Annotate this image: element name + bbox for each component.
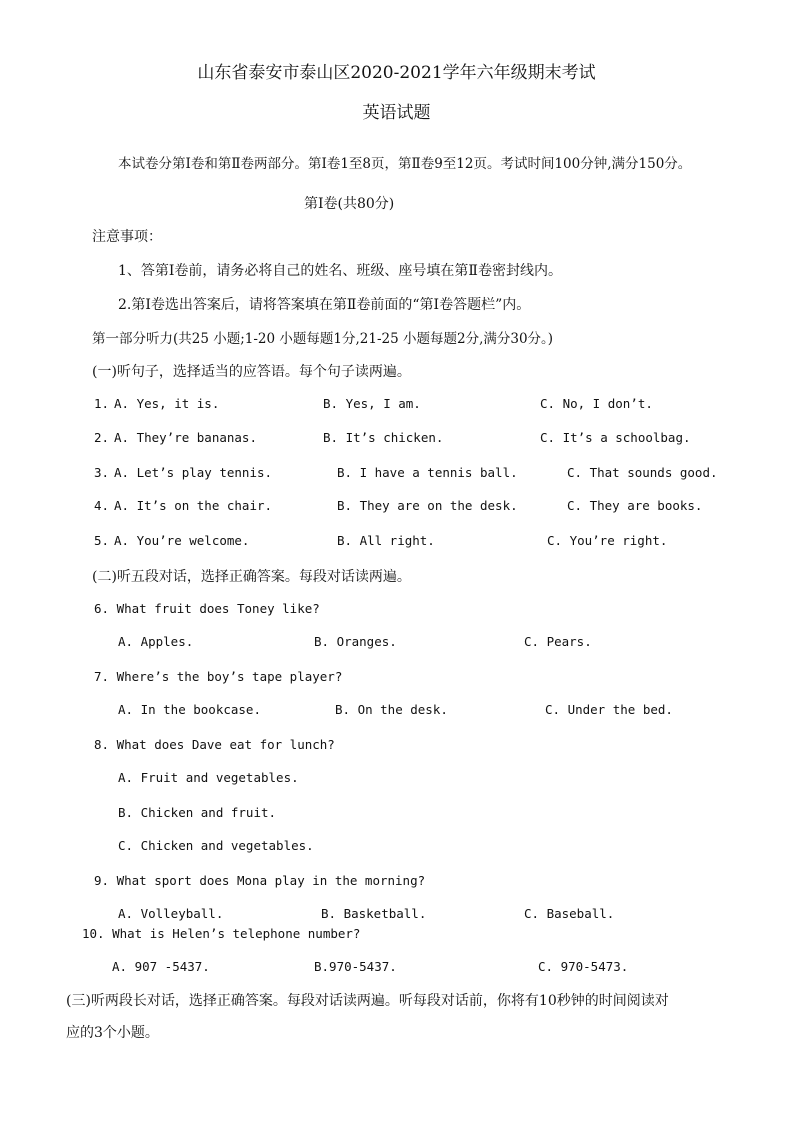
option-a: A. It’s on the chair. [114,498,273,513]
question-number: 1. [94,396,110,411]
question-number: 5. [94,533,110,548]
option-c: C. Baseball. [524,906,615,921]
option-a: A. Fruit and vegetables. [118,770,299,785]
option-c: C. 970-5473. [538,959,629,974]
option-b: B. They are on the desk. [337,498,518,513]
option-a: A. Let’s play tennis. [114,465,273,480]
part-one-heading: 第一部分听力(共25 小题;1-20 小题每题1分,21-25 小题每题2分,满分30分。) [92,331,554,347]
option-c: C. No, I don’t. [540,396,653,411]
option-c: C. That sounds good. [567,465,718,480]
exam-subtitle: 英语试题 [362,103,431,123]
question-text: 7. Where’s the boy’s tape player? [94,669,343,684]
option-b: B. Yes, I am. [323,396,421,411]
option-b: B. I have a tennis ball. [337,465,518,480]
notice-item: 1、答第Ⅰ卷前，请务必将自己的姓名、班级、座号填在第Ⅱ卷密封线内。 [118,263,562,279]
option-a: A. You’re welcome. [114,533,250,548]
option-c: C. Chicken and vegetables. [118,838,314,853]
intro-text: 本试卷分第Ⅰ卷和第Ⅱ卷两部分。第Ⅰ卷1至8页，第Ⅱ卷9至12页。考试时间100分钟,满分150分。 [118,156,692,172]
option-a: A. In the bookcase. [118,702,261,717]
section-three-heading: (三)听两段长对话，选择正确答案。每段对话读两遍。听每段对话前，你将有10秒钟的时间阅读对 [66,993,669,1009]
question-text: 10. What is Helen’s telephone number? [82,926,361,941]
option-c: C. Under the bed. [545,702,673,717]
option-b: B.970-5437. [314,959,397,974]
option-a: A. 907 -5437. [112,959,210,974]
question-number: 3. [94,465,110,480]
volume-one-heading: 第Ⅰ卷(共80分) [304,196,395,212]
option-b: B. Oranges. [314,634,397,649]
section-three-heading-continued: 应的3个小题。 [66,1025,159,1041]
option-b: B. It’s chicken. [323,430,444,445]
question-text: 8. What does Dave eat for lunch? [94,737,335,752]
option-a: A. Volleyball. [118,906,224,921]
question-text: 9. What sport does Mona play in the morning? [94,873,426,888]
option-b: B. Basketball. [321,906,427,921]
option-b: B. Chicken and fruit. [118,805,277,820]
option-a: A. Apples. [118,634,194,649]
option-c: C. You’re right. [547,533,668,548]
option-a: A. Yes, it is. [114,396,220,411]
option-c: C. It’s a schoolbag. [540,430,691,445]
option-a: A. They’re bananas. [114,430,257,445]
question-number: 2. [94,430,110,445]
option-b: B. All right. [337,533,435,548]
question-text: 6. What fruit does Toney like? [94,601,320,616]
notice-heading: 注意事项： [92,229,162,245]
section-one-heading: (一)听句子，选择适当的应答语。每个句子读两遍。 [92,364,411,380]
exam-title: 山东省泰安市泰山区2020-2021学年六年级期末考试 [197,63,596,83]
question-number: 4. [94,498,110,513]
option-c: C. Pears. [524,634,592,649]
option-b: B. On the desk. [335,702,448,717]
section-two-heading: (二)听五段对话，选择正确答案。每段对话读两遍。 [92,569,411,585]
option-c: C. They are books. [567,498,703,513]
notice-item: 2.第Ⅰ卷选出答案后，请将答案填在第Ⅱ卷前面的“第Ⅰ卷答题栏”内。 [118,297,531,313]
